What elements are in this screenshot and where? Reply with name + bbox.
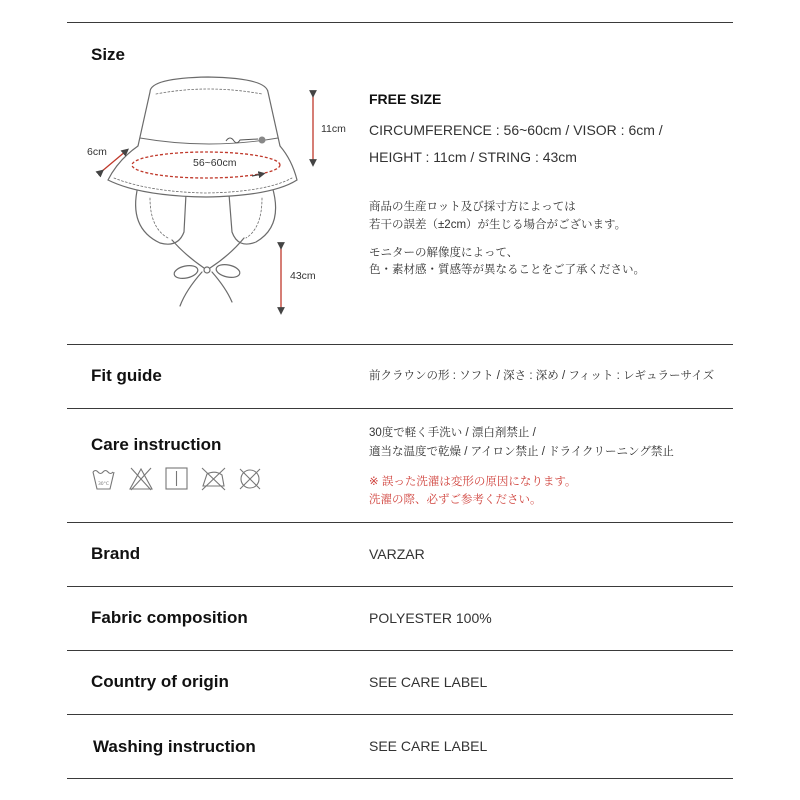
divider-size [67,344,733,345]
right-string-tail [212,272,232,302]
divider-fabric [67,650,733,651]
note-2-line-2: 色・素材感・質感等が異なることをご了承ください。 [369,264,645,276]
bow-right-loop [215,263,241,280]
brand-value: VARZAR [369,546,425,562]
divider-origin [67,714,733,715]
string-label: 43cm [290,270,316,282]
free-size-heading: FREE SIZE [369,91,442,107]
care-line-1: 30度で軽く手洗い / 漂白剤禁止 / [369,427,536,439]
fit-guide-value: 前クラウンの形 : ソフト / 深さ : 深め / フィット : レギュラーサイズ [369,370,715,382]
care-warning-1: ※ 誤った洗濯は変形の原因になります。 [369,476,577,488]
bow-left-loop [173,264,199,281]
washing-label: Washing instruction [93,737,256,756]
visor-label: 6cm [87,146,107,158]
washing-value: SEE CARE LABEL [369,738,488,754]
no-bleach-icon [130,468,152,490]
left-string [172,240,204,268]
divider-brand [67,586,733,587]
note-1-line-2: 若干の誤差（±2cm）が生じる場合がございます。 [369,219,627,231]
circumference-label: 56~60cm [193,157,237,169]
note-1-line-1: 商品の生産ロット及び採寸方によっては [369,201,576,213]
note-2-line-1: モニターの解像度によって、 [369,247,519,259]
fabric-value: POLYESTER 100% [369,610,492,626]
origin-label: Country of origin [91,672,229,691]
size-title: Size [91,45,126,64]
height-label: 11cm [321,123,346,135]
divider-top [67,22,733,23]
spec-line-2: HEIGHT : 11cm / STRING : 43cm [369,149,577,165]
fit-guide-label: Fit guide [91,366,162,385]
no-iron-icon [202,468,225,490]
divider-bottom [67,778,733,779]
care-label: Care instruction [91,435,222,454]
hat-crown [138,77,280,146]
care-warning-2: 洗濯の際、必ずご参考ください。 [369,494,542,506]
svg-text:30°C: 30°C [97,482,110,487]
care-line-2: 適当な温度で乾燥 / アイロン禁止 / ドライクリーニング禁止 [369,446,674,458]
divider-care [67,522,733,523]
hand-wash-30-icon [93,471,114,490]
origin-value: SEE CARE LABEL [369,674,488,690]
care-icons [90,464,265,494]
brand-label: Brand [91,544,141,563]
drip-dry-icon [166,468,187,489]
hat-diagram [80,70,340,320]
no-dry-clean-icon [240,469,260,489]
hat-brim [108,146,297,197]
spec-line-1: CIRCUMFERENCE : 56~60cm / VISOR : 6cm / [369,122,663,138]
fabric-label: Fabric composition [91,608,248,627]
divider-fit [67,408,733,409]
